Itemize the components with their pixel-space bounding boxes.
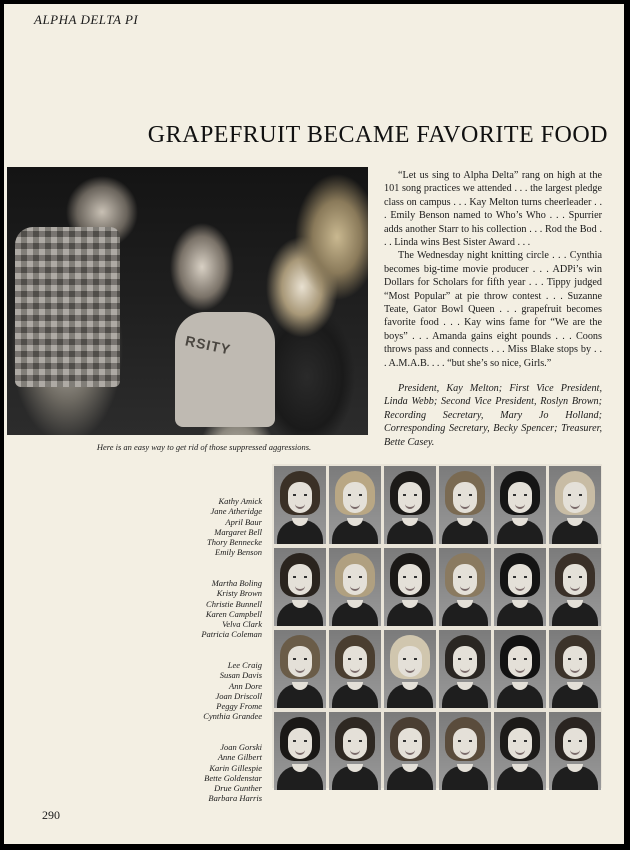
portrait-photo <box>494 630 546 708</box>
portrait-photo <box>329 630 381 708</box>
member-name: April Baur <box>225 516 262 527</box>
portrait-eyes <box>458 740 472 742</box>
portrait-photo <box>549 712 601 790</box>
plaid-shirt <box>15 227 120 387</box>
feature-photo <box>7 167 368 435</box>
member-name: Emily Benson <box>215 547 262 558</box>
member-name: Barbara Harris <box>208 793 262 804</box>
name-list-row-1 <box>134 496 262 558</box>
member-name: Susan Davis <box>219 670 262 681</box>
name-list-row-2 <box>134 578 262 640</box>
portrait-photo <box>384 630 436 708</box>
member-name: Lee Craig <box>227 660 262 670</box>
page-number: 290 <box>42 808 60 822</box>
officers-list: President, Kay Melton; First Vice President, Linda Webb; Second Vice President, Roslyn Brown; Recording Secretary, Mary Jo Holland; Corresponding Secretary, Becky Spencer; Treasurer, Bette Casey. <box>384 383 602 448</box>
portrait-eyes <box>458 494 472 496</box>
member-name: Thory Bennecke <box>207 537 262 548</box>
portrait-photo <box>549 548 601 626</box>
portrait-photo <box>439 466 491 544</box>
article-paragraph-2: The Wednesday night knitting circle . . . Cynthia becomes big-time movie producer . . . ADPi’s win Dollars for Scholars for fifth year . . . Tippy judged “Most Popular” at pie throw contest . . . Suzanne Teate, Gator Bowl Queen . . . grapefruit becomes favorite food . . . Kay wins fame for “We are the boys” . . . Amanda gains eight pounds . . . Coons throws pass and connects . . . Miss Blake stops by . . . A.M.A.B. . . . “but she’s so nice, Girls.” <box>384 250 602 369</box>
page-title: GRAPEFRUIT BECAME FAVORITE FOOD <box>147 122 608 148</box>
member-name: Karen Campbell <box>205 608 262 619</box>
portrait-eyes <box>568 576 582 578</box>
member-name: Bette Goldenstar <box>204 772 262 783</box>
sweatshirt-lettering: RSITY <box>183 332 233 358</box>
portrait-photo <box>329 712 381 790</box>
portrait-photo <box>384 548 436 626</box>
member-name: Peggy Frome <box>216 701 262 712</box>
member-name: Martha Boling <box>211 578 262 588</box>
member-name: Patricia Coleman <box>201 629 262 640</box>
portrait-photo <box>274 548 326 626</box>
portrait-photo <box>329 548 381 626</box>
portrait-photo <box>439 630 491 708</box>
portrait-grid <box>272 464 602 788</box>
portrait-photo <box>494 548 546 626</box>
portrait-photo <box>549 466 601 544</box>
yearbook-page <box>4 4 624 844</box>
portrait-eyes <box>293 658 307 660</box>
portrait-photo <box>439 548 491 626</box>
portrait-eyes <box>513 576 527 578</box>
member-name: Kathy Amick <box>218 496 262 506</box>
portrait-eyes <box>513 740 527 742</box>
portrait-photo <box>384 466 436 544</box>
portrait-eyes <box>458 576 472 578</box>
member-name: Cynthia Grandee <box>203 711 262 722</box>
member-name: Kristy Brown <box>216 588 262 599</box>
portrait-eyes <box>348 740 362 742</box>
portrait-eyes <box>348 576 362 578</box>
portrait-photo <box>439 712 491 790</box>
portrait-eyes <box>348 658 362 660</box>
name-list-row-4 <box>134 742 262 804</box>
member-name: Karin Gillespie <box>209 762 262 773</box>
portrait-eyes <box>293 576 307 578</box>
portrait-eyes <box>458 658 472 660</box>
member-name: Margaret Bell <box>214 526 262 537</box>
sweatshirt <box>175 312 275 427</box>
portrait-eyes <box>403 576 417 578</box>
portrait-eyes <box>513 658 527 660</box>
photo-caption: Here is an easy way to get rid of those suppressed aggressions. <box>96 442 312 452</box>
section-header: ALPHA DELTA PI <box>34 12 139 27</box>
name-list-row-3 <box>134 660 262 722</box>
member-name: Velva Clark <box>222 619 262 630</box>
portrait-photo <box>494 712 546 790</box>
portrait-eyes <box>513 494 527 496</box>
portrait-eyes <box>293 494 307 496</box>
member-name: Joan Driscoll <box>215 690 262 701</box>
portrait-eyes <box>348 494 362 496</box>
portrait-photo <box>274 712 326 790</box>
portrait-eyes <box>568 494 582 496</box>
portrait-eyes <box>293 740 307 742</box>
portrait-photo <box>329 466 381 544</box>
portrait-photo <box>549 630 601 708</box>
portrait-eyes <box>403 494 417 496</box>
article-body <box>384 169 602 370</box>
portrait-eyes <box>403 658 417 660</box>
member-name: Jane Atheridge <box>210 506 262 517</box>
portrait-eyes <box>568 658 582 660</box>
portrait-eyes <box>568 740 582 742</box>
portrait-photo <box>274 466 326 544</box>
member-name: Joan Gorski <box>220 742 262 752</box>
member-name: Christie Bunnell <box>206 598 262 609</box>
member-name: Drue Gunther <box>214 783 262 794</box>
portrait-eyes <box>403 740 417 742</box>
article-paragraph-1: “Let us sing to Alpha Delta” rang on high at the 101 song practices we attended . . . the largest pledge class on campus . . . Kay Melton turns cheerleader . . . Emily Benson named to Who’s Who . . . Spurrier adds another Starr to his collection . . . Rod the Bod . . . Linda wins Best Sister Award . . . <box>384 170 602 249</box>
portrait-photo <box>384 712 436 790</box>
member-name: Ann Dore <box>229 680 262 691</box>
member-name: Anne Gilbert <box>217 752 262 763</box>
portrait-photo <box>494 466 546 544</box>
portrait-photo <box>274 630 326 708</box>
